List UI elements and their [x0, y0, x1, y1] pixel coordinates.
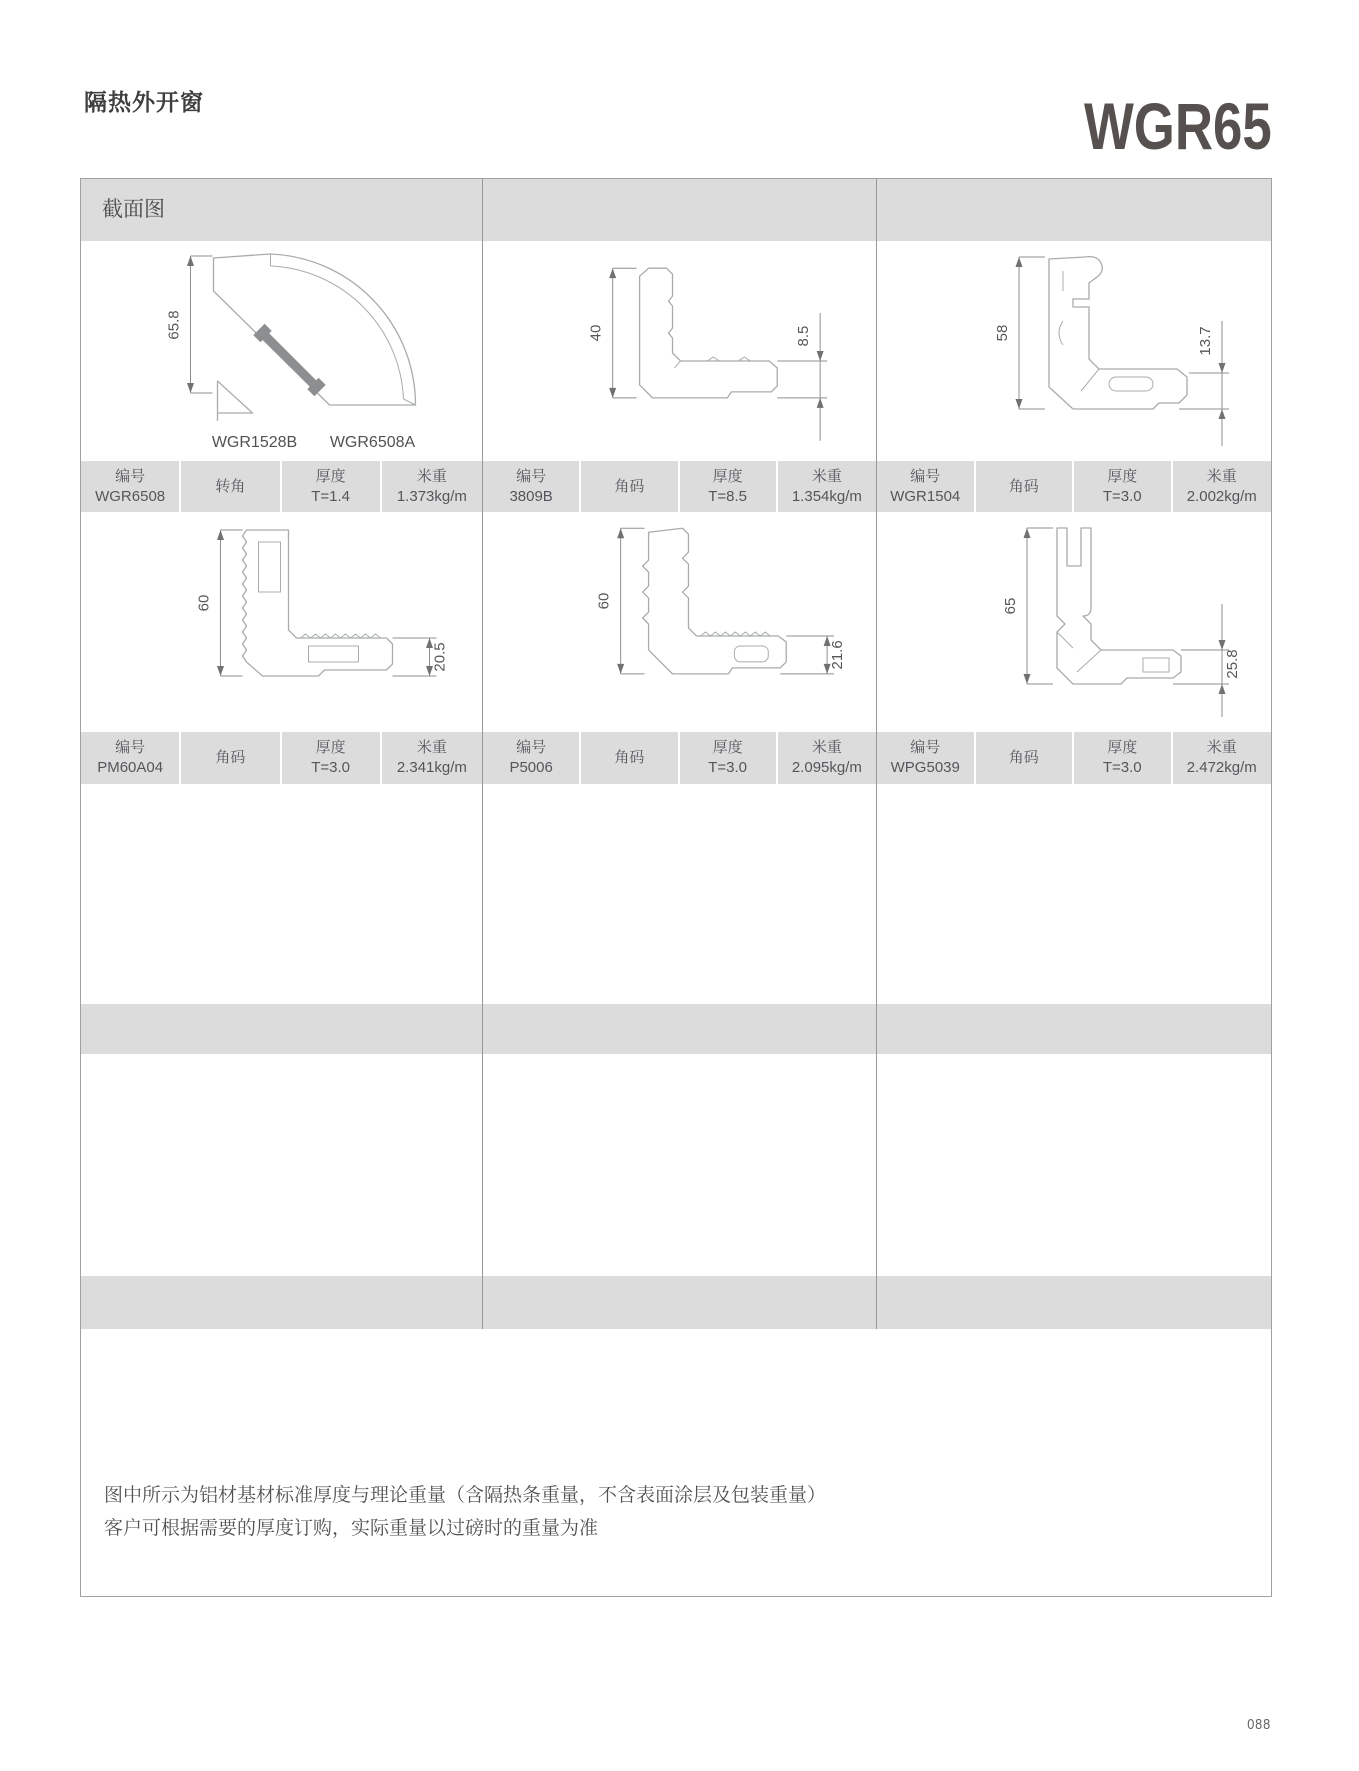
- diagram-cell-wgr6508: [81, 241, 483, 461]
- spec-weight-label: 米重: [416, 739, 447, 756]
- section-header: 截面图: [102, 198, 165, 221]
- dim-height-label: 65.8: [165, 310, 183, 340]
- mullion-profile-diagram: [877, 512, 1271, 732]
- page-title: 隔热外开窗: [84, 89, 204, 115]
- part-label: WGR1528B: [211, 434, 298, 451]
- dim-thickness-label: 8.5: [795, 325, 813, 347]
- spec-type-value: 角码: [1008, 749, 1039, 766]
- spec-type-value: 转角: [215, 477, 246, 495]
- spec-code-label: 编号: [115, 467, 146, 485]
- profile-table: [80, 178, 1272, 1597]
- spec-thickness-label: 厚度: [712, 467, 743, 485]
- spec-code-value: WPG5039: [890, 759, 960, 776]
- spec-weight-value: 1.373kg/m: [396, 487, 467, 505]
- empty-row: [81, 784, 1271, 1004]
- footnote-line-1: 图中所示为铝材基材标准厚度与理论重量（含隔热条重量，不含表面涂层及包装重量）: [104, 1485, 827, 1506]
- spec-code-label: 编号: [516, 739, 547, 756]
- diagram-cell-pm60a04: [81, 512, 483, 732]
- spec-type-value: 角码: [1008, 477, 1039, 495]
- spec-weight-label: 米重: [1206, 739, 1237, 756]
- spec-code-value: 3809B: [509, 487, 553, 505]
- footnote-line-2: 客户可根据需要的厚度订购，实际重量以过磅时的重量为准: [104, 1518, 599, 1539]
- spec-type-value: 角码: [614, 477, 645, 495]
- empty-spec-band: [81, 1004, 1271, 1054]
- spec-thickness-label: 厚度: [1107, 467, 1138, 485]
- dim-height-label: 60: [595, 592, 613, 610]
- spec-weight-value: 2.002kg/m: [1186, 487, 1257, 505]
- corner-profile-diagram: [81, 241, 482, 461]
- spec-thickness-value: T=1.4: [311, 487, 351, 505]
- spec-code-value: WGR1504: [890, 487, 961, 505]
- diagram-cell-wpg5039: [877, 512, 1271, 732]
- footnote: [81, 1329, 1271, 1545]
- serrated-profile-diagram: [81, 512, 482, 732]
- spec-strip: [877, 461, 1271, 512]
- dim-height-label: 60: [195, 594, 213, 612]
- dim-thickness-label: 21.6: [829, 640, 847, 670]
- spec-thickness-label: 厚度: [1107, 739, 1138, 756]
- dim-thickness-label: 20.5: [431, 642, 449, 672]
- spec-code-value: P5006: [509, 759, 553, 776]
- spec-thickness-label: 厚度: [315, 739, 346, 756]
- spec-code-label: 编号: [910, 467, 941, 485]
- spec-thickness-value: T=3.0: [1102, 487, 1142, 505]
- spec-thickness-value: T=3.0: [1102, 759, 1142, 776]
- spec-code-label: 编号: [910, 739, 941, 756]
- dim-thickness-label: 25.8: [1224, 649, 1241, 679]
- spec-weight-label: 米重: [416, 467, 447, 485]
- spec-row-1: [81, 461, 1271, 512]
- spec-weight-value: 2.095kg/m: [791, 759, 862, 776]
- spec-weight-label: 米重: [811, 739, 842, 756]
- spec-type-value: 角码: [614, 749, 645, 766]
- spec-weight-value: 2.472kg/m: [1186, 759, 1257, 776]
- header-cell-empty: [877, 179, 1271, 241]
- diagram-cell-p5006: [483, 512, 877, 732]
- note-row: [81, 1329, 1271, 1596]
- spec-thickness-value: T=3.0: [311, 759, 351, 776]
- dim-height-label: 65: [1002, 597, 1019, 615]
- part-label: WGR6508A: [329, 434, 416, 451]
- spec-strip: [877, 732, 1271, 784]
- spec-weight-label: 米重: [811, 467, 842, 485]
- diagram-row-2: [81, 512, 1271, 732]
- page-number: 088: [1247, 1716, 1271, 1733]
- spec-thickness-value: T=3.0: [708, 759, 748, 776]
- spec-row-2: [81, 732, 1271, 784]
- spec-type-value: 角码: [215, 749, 246, 766]
- spec-weight-value: 2.341kg/m: [396, 759, 467, 776]
- diagram-cell-3809b: [483, 241, 877, 461]
- diagram-row-1: [81, 241, 1271, 461]
- dim-thickness-label: 13.7: [1197, 326, 1214, 356]
- spec-code-label: 编号: [516, 467, 547, 485]
- corner-cleat-diagram: [483, 241, 876, 461]
- spec-code-value: PM60A04: [97, 759, 164, 776]
- dim-height-label: 58: [994, 324, 1011, 342]
- spec-strip: [81, 732, 482, 784]
- spec-strip: [483, 461, 876, 512]
- spec-code-value: WGR6508: [95, 487, 166, 505]
- header-cell-empty: [483, 179, 877, 241]
- spec-thickness-label: 厚度: [315, 467, 346, 485]
- spec-weight-label: 米重: [1206, 467, 1237, 485]
- empty-row: [81, 1054, 1271, 1276]
- spec-weight-value: 1.354kg/m: [791, 487, 862, 505]
- spec-thickness-value: T=8.5: [708, 487, 748, 505]
- spec-thickness-label: 厚度: [712, 739, 743, 756]
- frame-profile-diagram: [877, 241, 1271, 461]
- spec-strip: [483, 732, 876, 784]
- sash-profile-diagram: [483, 512, 876, 732]
- spec-strip: [81, 461, 482, 512]
- empty-spec-band: [81, 1276, 1271, 1329]
- series-model: WGR65: [1084, 89, 1272, 163]
- spec-code-label: 编号: [115, 739, 146, 756]
- diagram-cell-wgr1504: [877, 241, 1271, 461]
- table-header-row: [81, 179, 1271, 241]
- dim-height-label: 40: [587, 324, 605, 342]
